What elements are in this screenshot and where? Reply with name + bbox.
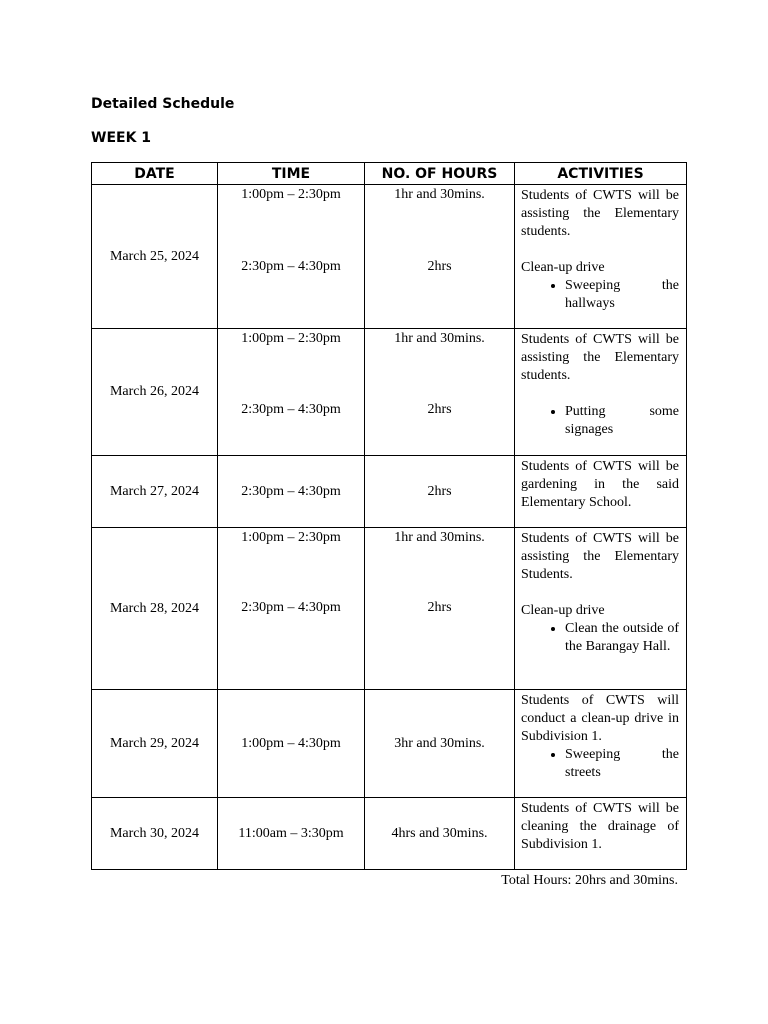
activity-cell (515, 456, 687, 528)
activity-bullet: • Sweeping the streets (565, 746, 679, 782)
page-title: Detailed Schedule (91, 96, 235, 112)
activity-text: Students of CWTS will be gardening in the said Elementary School. (521, 459, 679, 510)
activity-text: Students of CWTS will conduct a clean-up drive in Subdivision 1. (521, 693, 679, 744)
table-row (92, 185, 687, 329)
activity-cell (515, 329, 687, 456)
activity-text: Students of CWTS will be cleaning the drainage of Subdivision 1. (521, 801, 679, 852)
time-slot: 1:00pm – 2:30pm (241, 331, 341, 346)
hours-slot: 1hr and 30mins. (394, 187, 485, 202)
table-header-row (92, 163, 687, 185)
activity-bullet: • Putting some signages (565, 403, 679, 439)
time-slot: 1:00pm – 2:30pm (241, 187, 341, 202)
hours-slot: 2hrs (427, 483, 452, 499)
activity-bullet: • Clean the outside of the Barangay Hall. (565, 620, 679, 656)
header-time: TIME (218, 163, 365, 185)
header-activities: ACTIVITIES (515, 163, 687, 185)
activity-text: Students of CWTS will be assisting the Elementary students. (521, 188, 679, 239)
activity-cell (515, 185, 687, 329)
activity-text: Students of CWTS will be assisting the Elementary students. (521, 332, 679, 383)
hours-slot: 2hrs (427, 259, 452, 274)
time-slot: 2:30pm – 4:30pm (241, 402, 341, 417)
hours-slot: 1hr and 30mins. (394, 530, 485, 545)
time-cell (218, 456, 365, 528)
time-cell (218, 690, 365, 798)
table-row (92, 528, 687, 690)
date-cell: March 26, 2024 (92, 329, 218, 456)
table-row (92, 690, 687, 798)
hours-slot: 3hr and 30mins. (394, 735, 485, 751)
hours-slot: 2hrs (427, 402, 452, 417)
activity-cell (515, 690, 687, 798)
hours-slot: 1hr and 30mins. (394, 331, 485, 346)
week-label: WEEK 1 (91, 130, 152, 146)
hours-cell (365, 329, 515, 456)
activity-list (521, 620, 679, 656)
time-slot: 2:30pm – 4:30pm (241, 259, 341, 274)
date-cell: March 30, 2024 (92, 798, 218, 870)
time-slot: 2:30pm – 4:30pm (241, 600, 341, 615)
hours-cell (365, 798, 515, 870)
hours-slot: 2hrs (427, 600, 452, 615)
activity-subheading: Clean-up drive (521, 603, 605, 618)
hours-cell (365, 528, 515, 690)
hours-cell (365, 456, 515, 528)
time-cell (218, 528, 365, 690)
table-row (92, 798, 687, 870)
time-cell (218, 798, 365, 870)
header-date: DATE (92, 163, 218, 185)
time-cell (218, 185, 365, 329)
hours-cell (365, 690, 515, 798)
activity-list (521, 403, 679, 439)
time-slot: 1:00pm – 4:30pm (241, 735, 341, 751)
table-row (92, 456, 687, 528)
header-hours: NO. OF HOURS (365, 163, 515, 185)
activity-subheading: Clean-up drive (521, 260, 605, 275)
hours-cell (365, 185, 515, 329)
table-row (92, 329, 687, 456)
activity-cell (515, 798, 687, 870)
date-cell: March 27, 2024 (92, 456, 218, 528)
activity-text: Students of CWTS will be assisting the Elementary Students. (521, 531, 679, 582)
date-cell: March 29, 2024 (92, 690, 218, 798)
time-slot: 11:00am – 3:30pm (238, 825, 344, 841)
activity-bullet: • Sweeping the hallways (565, 277, 679, 313)
time-cell (218, 329, 365, 456)
activity-list (521, 746, 679, 782)
date-cell: March 25, 2024 (92, 185, 218, 329)
time-slot: 1:00pm – 2:30pm (241, 530, 341, 545)
total-hours: Total Hours: 20hrs and 30mins. (501, 873, 678, 888)
activity-cell (515, 528, 687, 690)
schedule-table (91, 162, 687, 870)
time-slot: 2:30pm – 4:30pm (241, 483, 341, 499)
activity-list (521, 277, 679, 313)
hours-slot: 4hrs and 30mins. (391, 825, 488, 841)
date-cell: March 28, 2024 (92, 528, 218, 690)
